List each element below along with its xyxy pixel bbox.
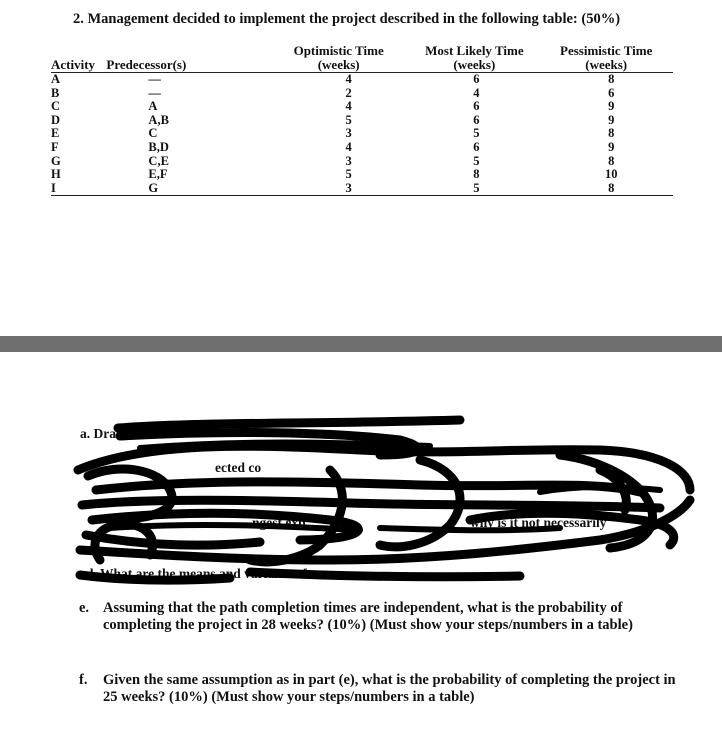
cell-predecessor: — <box>148 85 161 100</box>
cell-optimistic: 5 <box>345 167 352 182</box>
cell-most-likely: 4 <box>473 85 480 100</box>
cell-predecessor: G <box>148 180 159 195</box>
header-pessimistic-line2: (weeks) <box>585 57 628 72</box>
cell-optimistic: 4 <box>345 139 352 154</box>
part-a-partial: a. Draw <box>80 426 126 441</box>
cell-most-likely: 5 <box>473 126 480 141</box>
cell-pessimistic: 8 <box>608 72 615 86</box>
cell-optimistic: 2 <box>345 85 352 100</box>
cell-activity: C <box>51 99 61 114</box>
cell-pessimistic: 6 <box>608 85 615 100</box>
cell-predecessor: C,E <box>148 153 169 168</box>
header-predecessor: Predecessor(s) <box>106 57 187 72</box>
part-e-letter: e. <box>79 600 90 616</box>
cell-most-likely: 5 <box>473 153 480 168</box>
cell-predecessor: A <box>148 99 158 114</box>
cell-pessimistic: 9 <box>608 99 615 114</box>
cell-predecessor: B,D <box>148 139 169 154</box>
scribble-stroke <box>250 572 520 577</box>
cell-pessimistic: 8 <box>608 153 615 168</box>
cell-most-likely: 6 <box>473 72 480 86</box>
cell-activity: H <box>51 167 61 182</box>
header-most-likely-line2: (weeks) <box>453 57 496 72</box>
cell-pessimistic: 10 <box>604 167 618 182</box>
cell-most-likely: 6 <box>473 139 480 154</box>
cell-optimistic: 3 <box>345 153 352 168</box>
header-optimistic-line1: Optimistic Time <box>293 43 384 58</box>
cell-optimistic: 3 <box>345 180 352 195</box>
header-optimistic-line2: (weeks) <box>317 57 360 72</box>
header-activity: Activity <box>51 57 96 72</box>
cell-most-likely: 6 <box>473 112 480 127</box>
cell-most-likely: 6 <box>473 99 480 114</box>
cell-predecessor: — <box>148 72 161 86</box>
cell-pessimistic: 9 <box>608 112 615 127</box>
cell-predecessor: E,F <box>148 167 168 182</box>
part-b-partial: ected co <box>215 460 262 475</box>
cell-most-likely: 5 <box>473 180 480 195</box>
part-e-text: Assuming that the path completion times are independent, what is the probability of completing the project in 28 weeks? (10%) (Must show your steps/numbers in a table) <box>103 600 633 633</box>
part-f-text: Given the same assumption as in part (e), what is the probability of completing the project in 25 weeks? (10%) (Must show your steps/numbers in a table) <box>103 672 676 705</box>
cell-activity: F <box>51 139 59 154</box>
cell-optimistic: 4 <box>345 72 352 86</box>
part-d-partial: d. What are the means and variances for <box>86 566 320 581</box>
header-pessimistic-line1: Pessimistic Time <box>560 43 653 58</box>
part-c-partial-2: why is it not necessarily <box>470 515 607 530</box>
cell-activity: A <box>51 72 61 86</box>
cell-predecessor: A,B <box>148 112 169 127</box>
cell-activity: D <box>51 112 61 127</box>
cell-activity: E <box>51 126 60 141</box>
cell-activity: B <box>51 85 60 100</box>
cell-optimistic: 5 <box>345 112 352 127</box>
cell-pessimistic: 8 <box>608 180 615 195</box>
cell-activity: I <box>51 180 56 195</box>
cell-optimistic: 3 <box>345 126 352 141</box>
cell-predecessor: C <box>148 126 158 141</box>
part-f-letter: f. <box>79 672 88 688</box>
scribble-stroke <box>80 575 230 580</box>
scribble-stroke <box>540 487 660 492</box>
scribble-stroke <box>380 528 560 530</box>
cell-most-likely: 8 <box>473 167 480 182</box>
question-title: 2. Management decided to implement the project described in the following table: (50%) <box>73 11 621 27</box>
cell-activity: G <box>51 153 61 168</box>
scribble-stroke <box>118 420 460 428</box>
cell-pessimistic: 8 <box>608 126 615 141</box>
part-c-partial: ngest exp <box>252 515 306 530</box>
cell-optimistic: 4 <box>345 99 352 114</box>
header-most-likely-line1: Most Likely Time <box>425 43 524 58</box>
scribble-stroke <box>86 535 260 545</box>
cell-pessimistic: 9 <box>608 139 615 154</box>
